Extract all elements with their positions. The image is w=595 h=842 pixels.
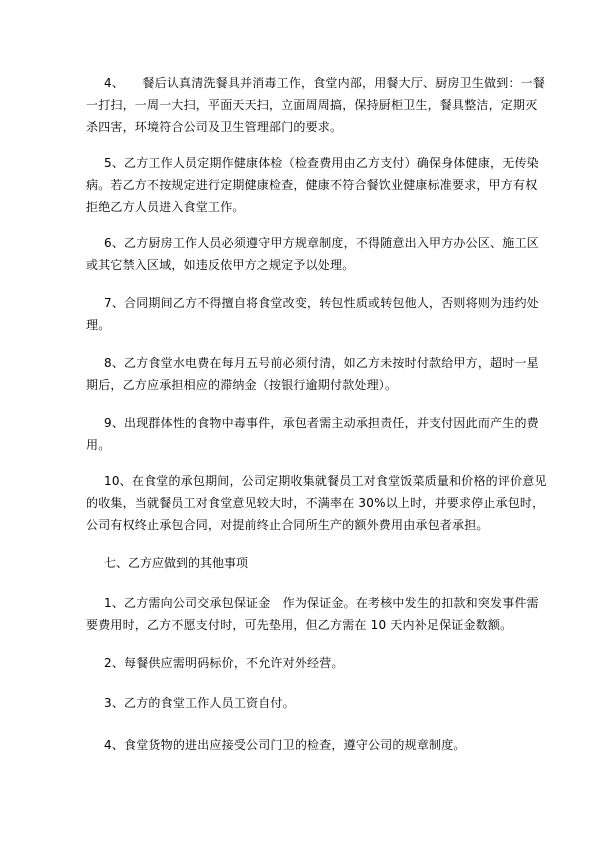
clause-4-paragraph: 4、 餐后认真清洗餐具并消毒工作，食堂内部，用餐大厅、厨房卫生做到：一餐一打扫，一周一大扫，平面天天扫，立面周周搞，保持厨柜卫生，餐具整洁，定期灭杀四害，环境符合公司及卫生管理部门的要求。	[86, 76, 546, 134]
clause-10-paragraph: 10、在食堂的承包期间，公司定期收集就餐员工对食堂饭菜质量和价格的评价意见的收集，当就餐员工对食堂意见较大时，不满率在 30%以上时，并要求停止承包时，公司有权终止承包合同，对提前终止合同所生产的额外费用由承包者承担。	[86, 474, 547, 532]
section-item-4: 4、食堂货物的进出应接受公司门卫的检查，遵守公司的规章制度。	[104, 738, 466, 752]
section-item-2: 2、每餐供应需明码标价，不允许对外经营。	[104, 656, 344, 670]
section-heading: 七、乙方应做到的其他事项	[104, 556, 249, 570]
clause-7-paragraph: 7、合同期间乙方不得擅自将食堂改变，转包性质或转包他人，否则将则为违约处理。	[86, 296, 539, 332]
clause-6-paragraph: 6、乙方厨房工作人员必须遵守甲方规章制度，不得随意出入甲方办公区、施工区或其它禁入区域，如违反依甲方之规定予以处理。	[86, 236, 539, 272]
clause-9-paragraph: 9、出现群体性的食物中毒事件，承包者需主动承担责任，并支付因此而产生的费用。	[86, 416, 539, 452]
section-item-3: 3、乙方的食堂工作人员工资自付。	[104, 696, 295, 710]
section-item-1: 1、乙方需向公司交承包保证金 作为保证金。在考核中发生的扣款和突发事件需要费用时，乙方不愿支付时，可先垫用，但乙方需在 10 天内补足保证金数额。	[86, 596, 539, 632]
clause-5-paragraph: 5、乙方工作人员定期作健康体检（检查费用由乙方支付）确保身体健康，无传染病。若乙方不按规定进行定期健康检查，健康不符合餐饮业健康标准要求，甲方有权拒绝乙方人员进入食堂工作。	[86, 156, 539, 214]
clause-8-paragraph: 8、乙方食堂水电费在每月五号前必须付清，如乙方未按时付款给甲方，超时一星期后，乙方应承担相应的滞纳金（按银行逾期付款处理）。	[86, 356, 539, 392]
